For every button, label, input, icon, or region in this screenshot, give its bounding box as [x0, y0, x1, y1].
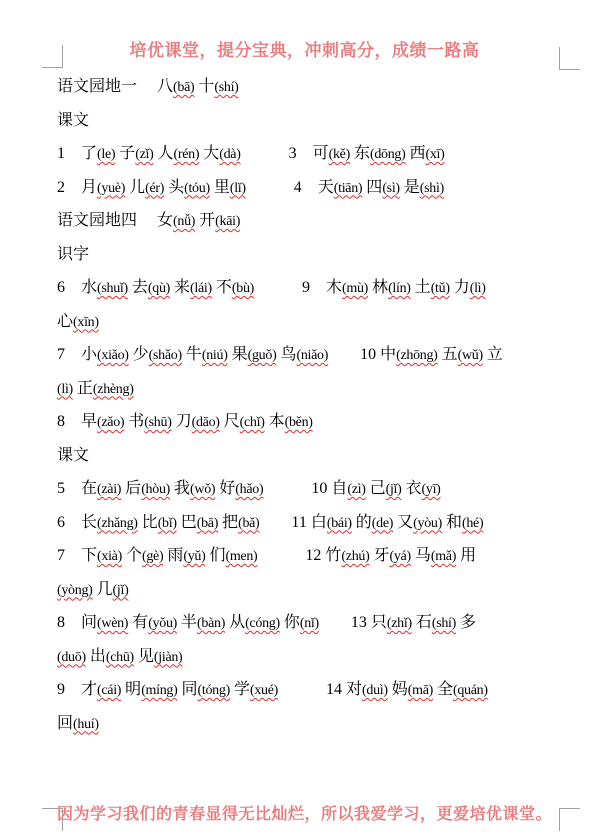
pinyin-annotation: (rén) [173, 147, 200, 162]
pinyin-annotation: (yòng) [57, 582, 93, 598]
pinyin-annotation: (hòu) [141, 482, 171, 497]
pinyin-annotation: (wǒ) [190, 482, 216, 497]
pinyin-annotation: (jǐ) [112, 582, 129, 598]
pinyin-annotation: (bǎ) [238, 515, 260, 531]
text-line: 9 才(cái) 明(míng) 同(tóng) 学(xué) 14 对(duì) 妈(mā) 全(quán) [57, 681, 488, 698]
pinyin-annotation: (tiān) [333, 180, 363, 196]
pinyin-annotation: (chū) [105, 649, 134, 665]
pinyin-annotation: (zhèng) [92, 381, 134, 397]
pinyin-annotation: (niú) [201, 348, 228, 363]
pinyin-annotation: (lǐ) [229, 180, 246, 196]
pinyin-annotation: (wèn) [97, 616, 129, 631]
pinyin-annotation: (lì) [57, 381, 73, 397]
document-text-body [57, 70, 579, 740]
pinyin-annotation: (yǒu) [148, 616, 178, 631]
pinyin-annotation: (niǎo) [296, 348, 329, 363]
pinyin-annotation: (zhǎng) [97, 515, 138, 531]
pinyin-annotation: (zhǐ) [386, 616, 412, 631]
pinyin-annotation: (guǒ) [247, 348, 277, 363]
pinyin-annotation: (xiǎo) [97, 348, 129, 363]
pinyin-annotation: (xī) [425, 147, 445, 162]
pinyin-annotation: (zì) [347, 482, 366, 497]
text-line: 心(xīn) [57, 312, 99, 330]
pinyin-annotation: (shí) [214, 80, 239, 95]
pinyin-annotation: (hé) [462, 515, 484, 531]
text-line: 1 了(le) 子(zǐ) 人(rén) 大(dà) 3 可(kě) 东(dōng) 西(xī) [57, 145, 445, 162]
text-line: 7 下(xià) 个(gè) 雨(yǔ) 们(men) 12 竹(zhú) 牙(yá) 马(mǎ) 用 [57, 547, 477, 564]
pinyin-annotation: (cái) [97, 683, 122, 698]
pinyin-annotation: (jǐ) [385, 482, 402, 497]
text-line: 5 在(zài) 后(hòu) 我(wǒ) 好(hǎo) 10 自(zì) 己(jǐ) 衣(yī) [57, 480, 441, 497]
text-line: 6 水(shuǐ) 去(qù) 来(lái) 不(bù) 9 木(mù) 林(lín) 土(tǔ) 力(lì) [57, 279, 486, 296]
pinyin-annotation: (mǎ) [430, 549, 457, 564]
pinyin-annotation: (dà) [219, 147, 241, 162]
pinyin-annotation: (qù) [147, 281, 171, 296]
pinyin-annotation: (shì) [419, 180, 444, 196]
text-line: (lì) 正(zhèng) [57, 379, 134, 397]
pinyin-annotation: (yòu) [413, 515, 442, 531]
pinyin-annotation: (zǐ) [135, 147, 154, 162]
pinyin-annotation: (yǔ) [183, 549, 206, 564]
pinyin-annotation: (xué) [249, 683, 278, 698]
pinyin-annotation: (hǎo) [235, 482, 264, 497]
pinyin-annotation: (kāi) [215, 214, 241, 229]
pinyin-annotation: (xīn) [73, 314, 99, 330]
pinyin-annotation: (běn) [284, 415, 313, 430]
pinyin-annotation: (lì) [469, 281, 486, 296]
text-line: 6 长(zhǎng) 比(bǐ) 巴(bā) 把(bǎ) 11 白(bái) 的(de) 又(yòu) 和(hé) [57, 513, 484, 531]
pinyin-annotation: (nǚ) [173, 214, 196, 229]
pinyin-annotation: (gè) [141, 549, 164, 564]
pinyin-annotation: (míng) [141, 683, 178, 698]
pinyin-annotation: (le) [97, 147, 116, 162]
text-line: 识字 [57, 245, 90, 263]
pinyin-annotation: (de) [371, 515, 394, 531]
pinyin-annotation: (tóu) [184, 180, 210, 196]
pinyin-annotation: (quán) [453, 683, 488, 698]
pinyin-annotation: (shí) [431, 616, 457, 631]
pinyin-annotation: (shū) [144, 415, 172, 430]
pinyin-annotation: (bǐ) [157, 515, 177, 531]
pinyin-annotation: (duō) [57, 649, 86, 665]
pinyin-annotation: (tóng) [197, 683, 230, 698]
text-line: 课文 [57, 446, 90, 464]
pinyin-annotation: (jiàn) [153, 649, 183, 665]
text-line: 2 月(yuè) 儿(ér) 头(tóu) 里(lǐ) 4 天(tiān) 四(sì) 是(shì) [57, 178, 444, 196]
pinyin-annotation: (wǔ) [457, 348, 483, 363]
pinyin-annotation: (mù) [342, 281, 369, 296]
text-line: 8 早(zǎo) 书(shū) 刀(dāo) 尺(chǐ) 本(běn) [57, 413, 313, 430]
pinyin-annotation: (bái) [326, 515, 352, 531]
pinyin-annotation: (shǎo) [148, 348, 182, 363]
pinyin-annotation: (cóng) [245, 616, 280, 631]
text-line: 8 问(wèn) 有(yǒu) 半(bàn) 从(cóng) 你(nǐ) 13 只(zhǐ) 石(shí) 多 [57, 614, 477, 631]
pinyin-annotation: (sì) [382, 180, 400, 196]
pinyin-annotation: (lái) [190, 281, 212, 296]
pinyin-annotation: (zhú) [341, 549, 370, 564]
pinyin-annotation: (zǎo) [97, 415, 125, 430]
text-line: 语文园地四 女(nǚ) 开(kāi) [57, 212, 241, 229]
pinyin-annotation: (men) [225, 549, 258, 564]
pinyin-annotation: (mā) [407, 683, 433, 698]
pinyin-annotation: (shuǐ) [97, 281, 128, 296]
pinyin-annotation: (bàn) [197, 616, 226, 631]
pinyin-annotation: (nǐ) [299, 616, 319, 631]
pinyin-annotation: (zhōng) [396, 348, 438, 363]
pinyin-annotation: (lín) [388, 281, 411, 296]
pinyin-annotation: (dōng) [369, 147, 406, 162]
text-line: 回(huí) [57, 714, 99, 732]
pinyin-annotation: (bā) [173, 80, 195, 95]
pinyin-annotation: (huí) [73, 716, 99, 732]
text-line: 课文 [57, 111, 90, 129]
pinyin-annotation: (xià) [97, 549, 122, 564]
pinyin-annotation: (tǔ) [430, 281, 450, 296]
pinyin-annotation: (duì) [362, 683, 388, 698]
pinyin-annotation: (kě) [328, 147, 350, 162]
pinyin-annotation: (yī) [421, 482, 441, 497]
pinyin-annotation: (chǐ) [239, 415, 265, 430]
pinyin-annotation: (yá) [389, 549, 411, 564]
pinyin-annotation: (yuè) [97, 180, 126, 196]
text-line: (yòng) 几(jǐ) [57, 580, 129, 598]
header-slogan: 培优课堂，提分宝典，冲刺高分，成绩一路高 [129, 41, 480, 60]
text-line: (duō) 出(chū) 见(jiàn) [57, 647, 183, 665]
footer-slogan: 因为学习我们的青春显得无比灿烂，所以我爱学习，更爱培优课堂。 [56, 806, 552, 823]
text-line: 语文园地一 八(bā) 十(shí) [57, 78, 239, 95]
pinyin-annotation: (bù) [231, 281, 255, 296]
pinyin-annotation: (bā) [196, 515, 219, 531]
pinyin-annotation: (ér) [145, 180, 165, 196]
text-line: 7 小(xiǎo) 少(shǎo) 牛(niú) 果(guǒ) 鸟(niǎo) 10 中(zhōng) 五(wǔ) 立 [57, 346, 503, 363]
pinyin-annotation: (dāo) [191, 415, 220, 430]
pinyin-annotation: (zài) [97, 482, 122, 497]
